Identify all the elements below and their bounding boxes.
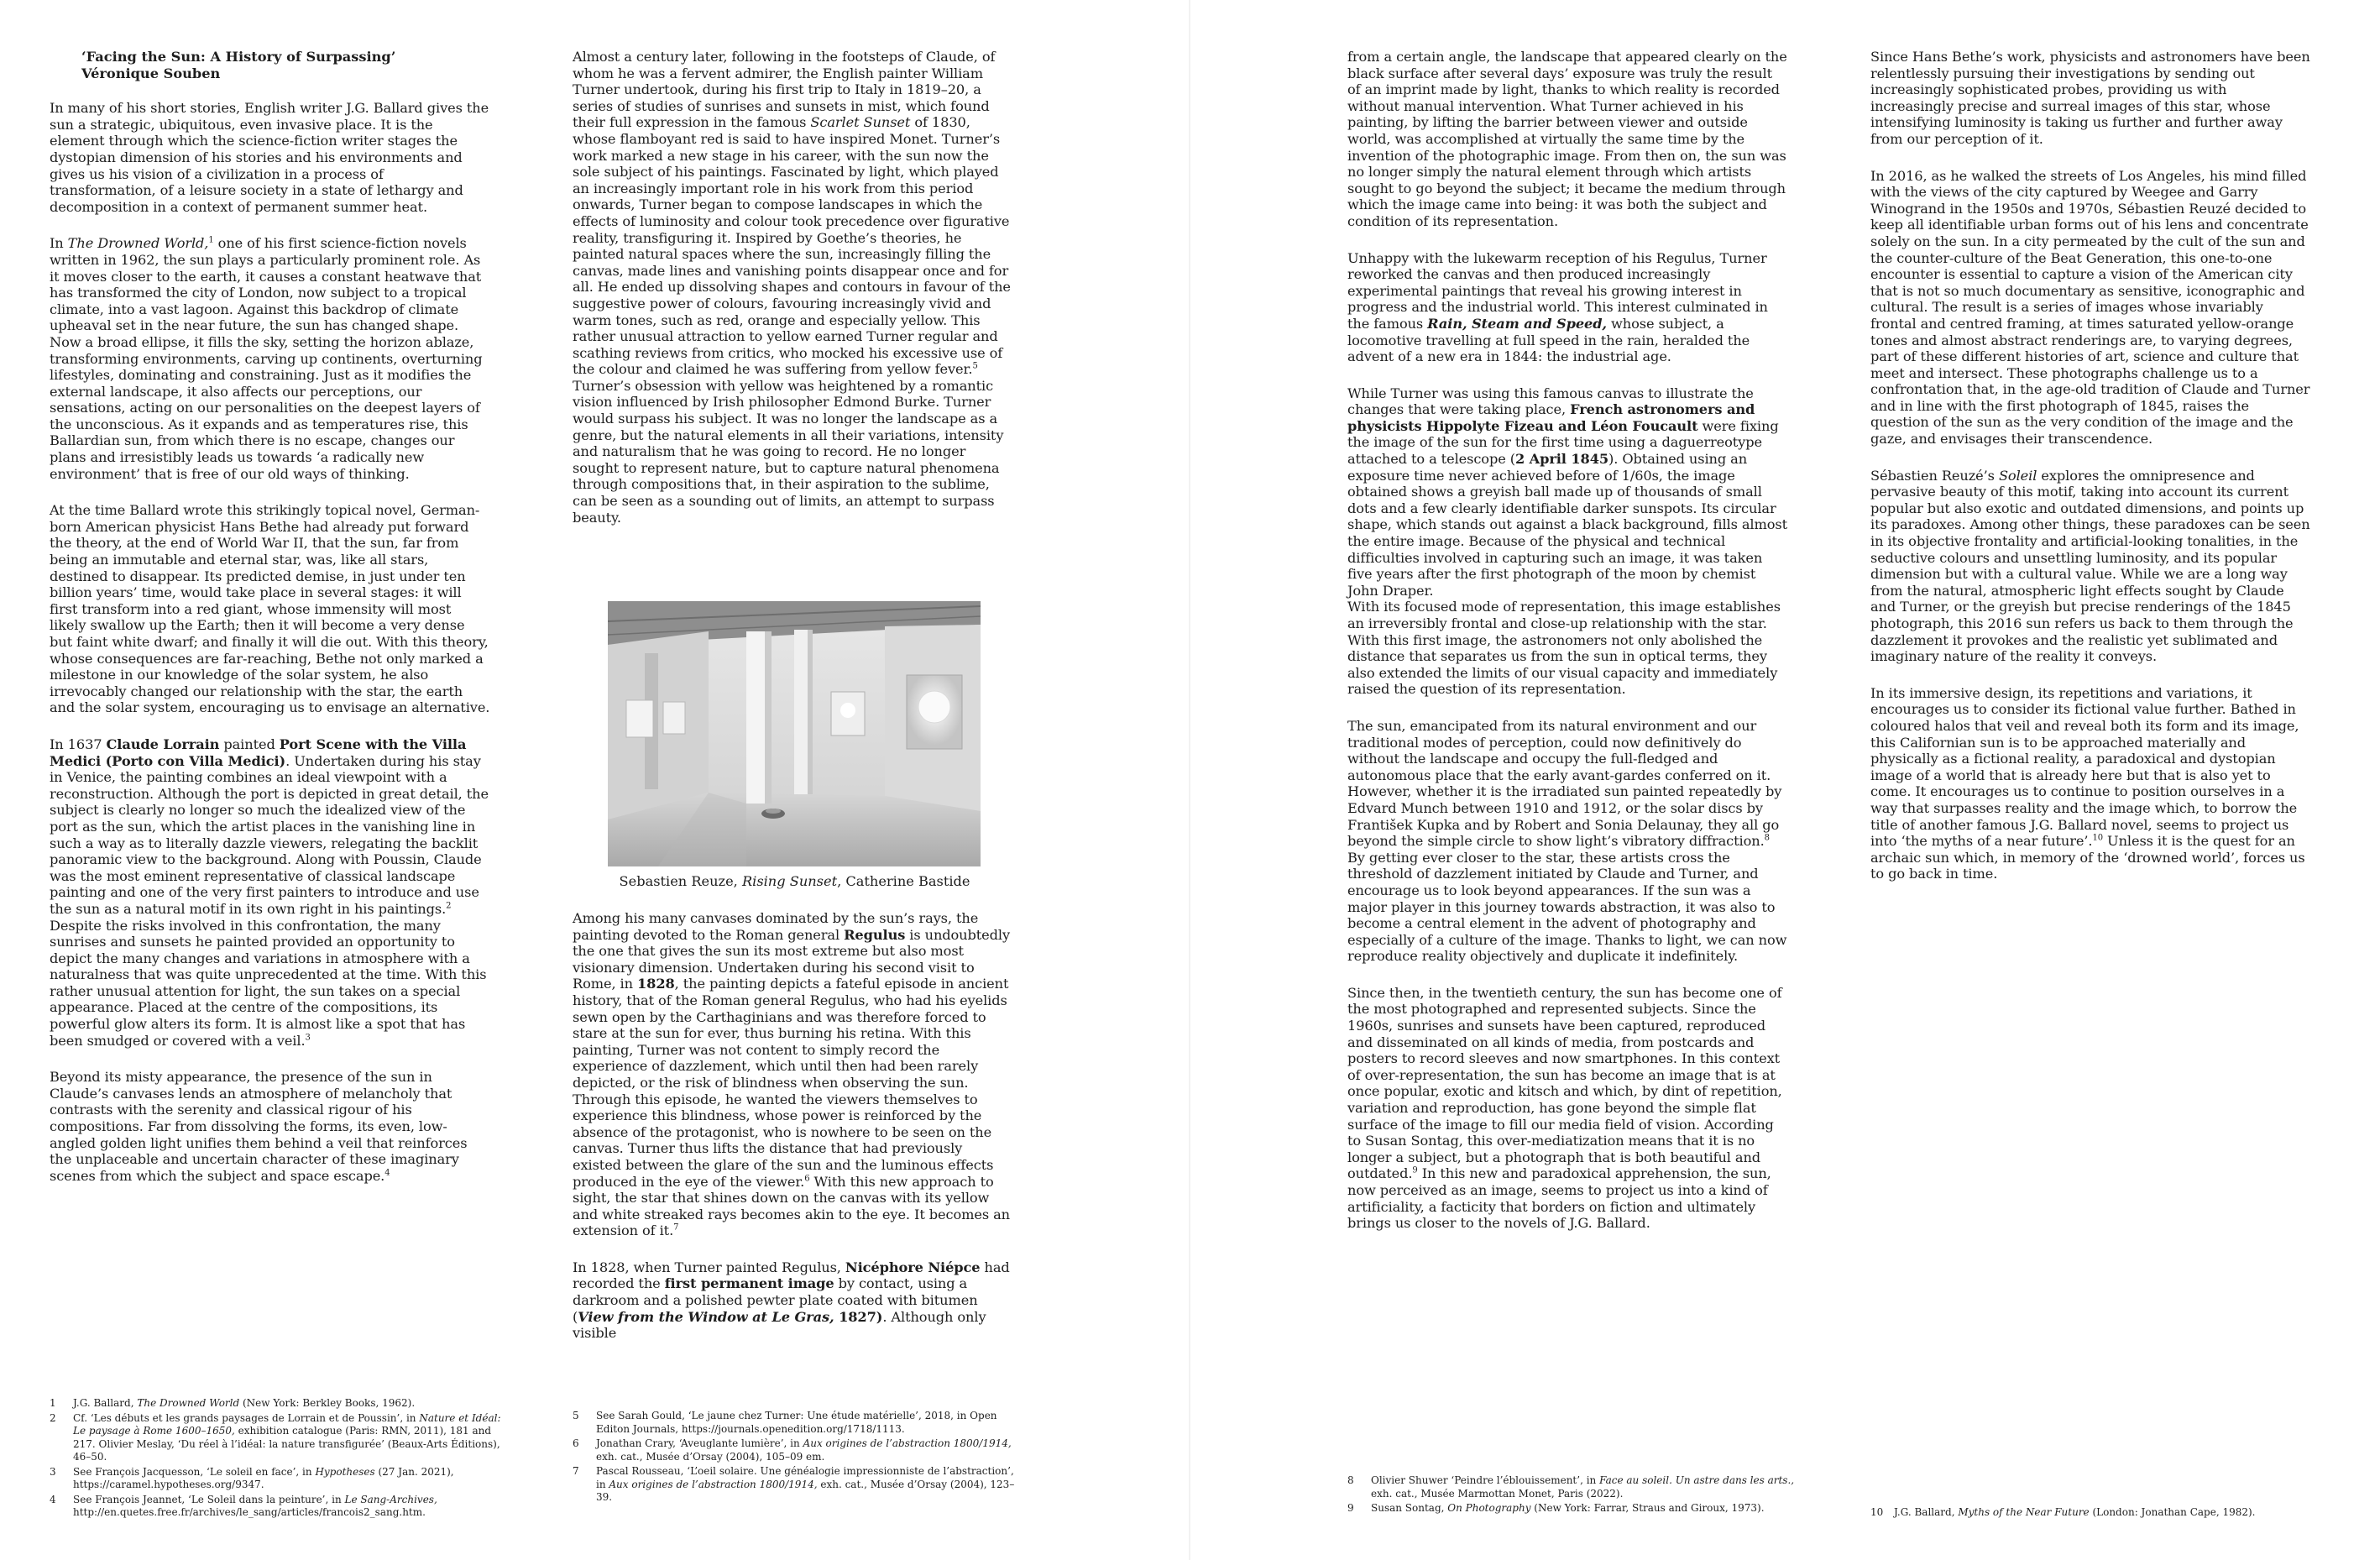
footnote: 1 J.G. Ballard, The Drowned World (New York: Berkley Books, 1962). xyxy=(50,1397,416,1409)
paragraph: Among his many canvases dominated by the sun’s rays, the painting devoted to the Roman general Regulus is undoubtedly the one that gives the sun its most extreme but also most visionary dimension. Undertaken during his second visit to Rome, in 1828, the painting depicts a fateful episode in ancient history, that of the Roman general Regulus, who had his eyelids sewn open by the Carthaginians and was therefore forced to stare at the sun for ever, thus burning his retina. With this painting, Turner was not content to simply record the experience of dazzlement, which until then had been rarely depicted, or the risk of blindness when observing the sun. Through this episode, he wanted the viewers themselves to experience this blindness, whose power is reinforced by the absence of the protagonist, who is nowhere to be seen on the canvas. Turner thus lifts the distance that had previously existed between the glare of the sun and the luminous effects produced in the eye of the viewer.$^6$ With this new approach to sight, the star that shines down on the canvas with its yellow and white streaked rays becomes akin to the eye. It becomes an extension of it.$^7$ xyxy=(573,910,1011,1239)
footnote: 4 See François Jeannet, ‘Le Soleil dans la peinture’, in Le Sang-Archives, http://en.quetes.free.fr/archives/le_sang/articles/francois2_sang.htm. xyxy=(50,1493,437,1518)
article-heading xyxy=(50,49,490,81)
footnote: 7 Pascal Rousseau, ‘L’oeil solaire. Une généalogie impressionniste de l’abstraction’, in Aux origines de l’abstraction 1800/1914, exh. cat., Musée d’Orsay (2004), 123–39. xyxy=(573,1465,1015,1503)
footnote: 10 J.G. Ballard, Myths of the Near Future (London: Jonathan Cape, 1982). xyxy=(1870,1506,2256,1518)
column-2-top xyxy=(573,49,1013,546)
footnote: 6 Jonathan Crary, ‘Aveuglante lumière’, in Aux origines de l’abstraction 1800/1914, exh. cat., Musée d’Orsay (2004), 105–09 em. xyxy=(573,1437,1012,1463)
paragraph: The sun, emancipated from its natural environment and our traditional modes of perception, could now definitively do without the landscape and occupy the full-fledged and autonomous place that the early avant-gardes conferred on it. However, whether it is the irradiated sun painted repeatedly by Edvard Munch between 1910 and 1912, or the solar discs by František Kupka and by Robert and Sonia Delaunay, they all go beyond the simple circle to show light’s vibratory diffraction.$^8$ By getting ever closer to the star, these artists cross the threshold of dazzlement initiated by Claude and Turner, and encourage us to look beyond appearances. If the sun was a major player in this journey towards abstraction, it was also to become a central element in the advent of photography and especially of a culture of the image. Thanks to light, we can now reproduce reality objectively and duplicate it indefinitely. xyxy=(1347,717,1787,965)
footnote: 9 Susan Sontag, On Photography (New York: Farrar, Straus and Giroux, 1973). xyxy=(1347,1502,1765,1514)
footnote: 5 See Sarah Gould, ‘Le jaune chez Turner: Une étude matérielle’, 2018, in Open Editon Journals, https://journals.openedition.org/1718/1113. xyxy=(573,1410,997,1435)
paragraph: Sébastien Reuzé’s Soleil explores the omnipresence and pervasive beauty of this motif, taking into account its current popular but also exotic and outdated dimensions, and points up its paradoxes. Among other things, these paradoxes can be seen in its objective frontality and artificial-looking tonalities, in the seductive colours and unsettling luminosity, and its popular dimension but with a cultural value. While we are a long way from the natural, atmospheric light effects sought by Claude and Turner, or the greyish but precise renderings of the 1845 photograph, this 2016 sun refers us back to them through the dazzlement it provokes and the realistic yet sublimated and imaginary nature of the reality it conveys. xyxy=(1870,467,2310,665)
article-title: ‘Facing the Sun: A History of Surpassing’ xyxy=(81,49,396,65)
footnote: 8 Olivier Shuwer ‘Peindre l’éblouissement’, in Face au soleil. Un astre dans les arts., exh. cat., Musée Marmottan Monet, Paris (2022). xyxy=(1347,1474,1795,1500)
footnotes xyxy=(573,1410,1026,1506)
paragraph: from a certain angle, the landscape that appeared clearly on the black surface after several days’ exposure was truly the result of an imprint made by light, thanks to which reality is recorded without manual intervention. What Turner achieved in his painting, by lifting the barrier between viewer and outside world, was accomplished at virtually the same time by the invention of the photographic image. From then on, the sun was no longer simply the natural element through which artists sought to go beyond the subject; it became the medium through which the image came into being: it was both the subject and condition of its representation. xyxy=(1347,49,1787,229)
paragraph: In The Drowned World,$^1$ one of his first science-fiction novels written in 1962, the sun plays a particularly prominent role. As it moves closer to the earth, it causes a constant heatwave that has transformed the city of London, now subject to a tropical climate, into a vast lagoon. Against this backdrop of climate upheaval set in the near future, the sun has changed shape. Now a broad ellipse, it fills the sky, setting the horizon ablaze, transforming environments, carving up continents, overturning lifestyles, dominating and constraining. Just as it modifies the external landscape, it also affects our perceptions, our sensations, acting on our personalities on the deepest layers of the unconscious. As it expands and as temperatures rise, this Ballardian sun, from which there is no escape, changes our plans and irresistibly leads us towards ‘a radically new environment’ that is free of our old ways of thinking. xyxy=(50,235,483,482)
footnote: 2 Cf. ‘Les débuts et les grands paysages de Lorrain et de Poussin’, in Nature et Idéal: Le paysage à Rome 1600–1650, exhibition catalogue (Paris: RMN, 2011), 181 and 217. Olivier Meslay, ‘Du réel à l’idéal: la nature transfigurée’ (Beaux-Arts Éditions), 46–50. xyxy=(50,1411,501,1463)
paragraph: In 2016, as he walked the streets of Los Angeles, his mind filled with the views of the city captured by Weegee and Garry Winogrand in the 1950s and 1970s, Sébastien Reuzé decided to keep all identifiable urban forms out of his lens and concentrate solely on the sun. In a city permeated by the cult of the sun and the counter-culture of the Beat Generation, this one-to-one encounter is essential to capture a vision of the American city that is not so much documentary as sensitive, iconographic and cultural. The result is a series of images whose invariably frontal and centred framing, at times saturated yellow-orange tones and almost abstract renderings are, to varying degrees, part of these different histories of art, science and culture that meet and intersect. These photographs challenge us to a confrontation that, in the age-old tradition of Claude and Turner and in line with the first photograph of 1845, raises the question of the sun as the very condition of the image and the gaze, and envisages their transcendence. xyxy=(1870,167,2310,448)
paragraph: Almost a century later, following in the footsteps of Claude, of whom he was a fervent admirer, the English painter William Turner undertook, during his first trip to Italy in 1819–20, a series of studies of sunrises and sunsets in mist, which found their full expression in the famous Scarlet Sunset of 1830, whose flamboyant red is said to have inspired Monet. Turner’s work marked a new stage in his career, with the sun now the sole subject of his paintings. Fascinated by light, which played an increasingly important role in his work from this period onwards, Turner began to compose landscapes in which the effects of luminosity and colour took precedence over figurative reality, transfiguring it. Inspired by Goethe’s theories, he painted natural spaces where the sun, increasingly filling the canvas, made lines and vanishing points disappear once and for all. He ended up dissolving shapes and contours in favour of the suggestive power of colours, favouring increasingly vivid and warm tones, such as red, orange and especially yellow. This rather unusual attraction to yellow earned Turner regular and scathing reviews from critics, who mocked his excessive use of the colour and claimed he was suffering from yellow fever.$^5$ Turner’s obsession with yellow was heightened by a romantic vision influenced by Irish philosopher Edmond Burke. Turner would surpass his subject. It was no longer the landscape as a genre, but the natural elements in all their variations, intensity and naturalism that he was going to record. He no longer sought to represent nature, but to capture natural phenomena through compositions that, in their aspiration to the sublime, can be seen as a sounding out of limits, an attempt to surpass beauty. xyxy=(573,49,1011,526)
paragraph: While Turner was using this famous canvas to illustrate the changes that were taking place, French astronomers and physicists Hippolyte Fizeau and Léon Foucault were fixing the image of the sun for the first time using a daguerreotype attached to a telescope (2 April 1845). Obtained using an exposure time never achieved before of 1/60s, the image obtained shows a greyish ball made up of thousands of small dots and a few clearly identifiable darker sunspots. Its circular shape, which stands out against a black background, fills almost the entire image. Because of the physical and technical difficulties involved in capturing such an image, it was taken five years after the first photograph of the moon by chemist John Draper. xyxy=(1347,385,1788,599)
column-4 xyxy=(1870,49,2311,903)
paragraph: In 1828, when Turner painted Regulus, Nicéphore Niépce had recorded the first permanent image by contact, using a darkroom and a polished pewter plate coated with bitumen (View from the Window at Le Gras, 1827). Although only visible xyxy=(573,1259,1010,1342)
paragraph: Since Hans Bethe’s work, physicists and astronomers have been relentlessly pursuing their investigations by sending out increasingly sophisticated probes, providing us with increasingly precise and surreal images of this star, whose intensifying luminosity is taking us further and further away from our perception of it. xyxy=(1870,49,2310,147)
paragraph: With its focused mode of representation, this image establishes an irreversibly frontal and close-up relationship with the star. With this first image, the astronomers not only abolished the distance that separates us from the sun in optical terms, they also extended the limits of our visual capacity and immediately raised the question of its representation. xyxy=(1347,599,1781,698)
paragraph: At the time Ballard wrote this strikingly topical novel, German-born American physicist Hans Bethe had already put forward the theory, at the end of World War II, that the sun, far from being an immutable and eternal star, was, like all stars, destined to disappear. Its predicted demise, in just under ten billion years’ time, would take place in several stages: it will first transform into a red giant, whose immensity will most likely swallow up the Earth; then it will become a very dense but faint white dwarf; and finally it will die out. With this theory, whose consequences are far-reaching, Bethe not only marked a milestone in our knowledge of the solar system, he also irrevocably changed our relationship with the star, the earth and the solar system, encouraging us to envisage an alternative. xyxy=(50,502,490,716)
column-3 xyxy=(1347,49,1788,1252)
footnote: 3 See François Jacquesson, ‘Le soleil en face’, in Hypotheses (27 Jan. 2021), https://caramel.hypotheses.org/9347. xyxy=(50,1465,454,1490)
column-2-bottom xyxy=(573,910,1013,1362)
paragraph: Beyond its misty appearance, the presence of the sun in Claude’s canvases lends an atmosphere of melancholy that contrasts with the serenity and classical rigour of his compositions. Far from dissolving the forms, its even, low-angled golden light unifies them behind a veil that reinforces the unplaceable and uncertain character of these imaginary scenes from which the subject and space escape.$^4$ xyxy=(50,1069,468,1184)
footnotes xyxy=(50,1397,503,1521)
paragraph: In its immersive design, its repetitions and variations, it encourages us to consider its fictional value further. Bathed in coloured halos that veil and reveal both its form and its image, this Californian sun is to be approached materially and physically as a fictional reality, a paradoxical and dystopian image of a world that is already here but that is also yet to come. It encourages us to continue to position ourselves in a way that surpasses reality and the image which, to borrow the title of another famous J.G. Ballard novel, seems to project us into ‘the myths of a near future’.$^{10}$ Unless it is the quest for an archaic sun which, in memory of the ‘drowned world’, forces us to go back in time. xyxy=(1870,684,2305,882)
paragraph: Unhappy with the lukewarm reception of his Regulus, Turner reworked the canvas and then produced increasingly experimental paintings that reveal his growing interest in progress and the industrial world. This interest culminated in the famous Rain, Steam and Speed, whose subject, a locomotive travelling at full speed in the rain, heralded the advent of a new era in 1844: the industrial age. xyxy=(1347,249,1768,365)
footnotes xyxy=(1870,1506,2341,1521)
paragraph: In 1637 Claude Lorrain painted Port Scene with the Villa Medici (Porto con Villa Medici). Undertaken during his stay in Venice, the painting combines an ideal viewpoint with a reconstruction. Although the port is depicted in great detail, the subject is clearly no longer so much the idealized view of the port as the sun, which the artist places in the vanishing line in such a way as to literally dazzle viewers, relegating the backlit panoramic view to the background. Along with Poussin, Claude was the most eminent representative of classical landscape painting and one of the very first painters to introduce and use the sun as a natural motif in its own right in his paintings.$^2$ Despite the risks involved in this confrontation, the many sunrises and sunsets he painted provided an opportunity to depict the many changes and variations in atmosphere with a naturalness that was quite unprecedented at the time. With this rather unusual attention for light, the sun takes on a special appearance. Placed at the centre of the compositions, its powerful glow alters its form. It is almost like a spot that has been smudged or covered with a veil.$^3$ xyxy=(50,736,489,1049)
footnotes xyxy=(1347,1474,1818,1517)
paragraph: Since then, in the twentieth century, the sun has become one of the most photographed and represented subjects. Since the 1960s, sunrises and sunsets have been captured, reproduced and disseminated on all kinds of media, from postcards and posters to record sleeves and now smartphones. In this context of over-representation, the sun has become an image that is at once popular, exotic and kitsch and which, by dint of repetition, variation and reproduction, has gone beyond the simple flat surface of the image to fill our media field of vision. According to Susan Sontag, this over-mediatization means that it is no longer a subject, but a photograph that is both beautiful and outdated.$^9$ In this new and paradoxical apprehension, the sun, now perceived as an image, seems to project us into a kind of artificiality, a facticity that borders on fiction and ultimately brings us closer to the novels of J.G. Ballard. xyxy=(1347,984,1782,1232)
figure xyxy=(608,601,981,890)
figure-caption: Sebastien Reuze, Rising Sunset, Catherine Bastide xyxy=(619,873,970,889)
article-author: Véronique Souben xyxy=(81,65,221,81)
column-1 xyxy=(50,49,490,1204)
paragraph: In many of his short stories, English writer J.G. Ballard gives the sun a strategic, ubiquitous, even invasive place. It is the element through which the science-fiction writer stages the dystopian dimension of his stories and his environments and gives us his vision of a civilization in a process of transformation, of a leisure society in a state of lethargy and decomposition in a context of permanent summer heat. xyxy=(50,100,489,215)
gallery-photo xyxy=(608,601,981,866)
